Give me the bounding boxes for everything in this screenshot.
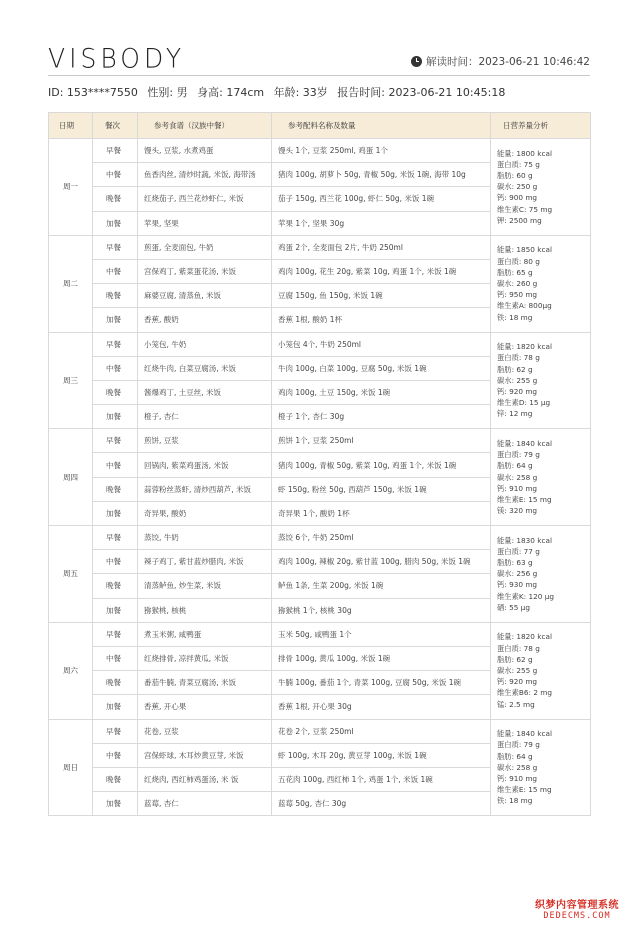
recipe-cell: 清蒸鲈鱼, 炒生菜, 米饭: [138, 574, 272, 598]
recipe-cell: 煮玉米粥, 咸鸭蛋: [138, 622, 272, 646]
nutrition-line: 蛋白质: 80 g: [497, 256, 540, 266]
table-row: [49, 235, 591, 259]
meal-cell: 早餐: [93, 526, 138, 550]
nutrition-line: 脂肪: 63 g: [497, 558, 533, 568]
nutrition-line: 脂肪: 65 g: [497, 267, 533, 277]
ingredients-cell: 橙子 1个, 杏仁 30g: [272, 405, 491, 429]
ingredients-cell: 虾 100g, 木耳 20g, 黄豆芽 100g, 米饭 1碗: [272, 743, 491, 767]
nutrition-line: 锌: 12 mg: [497, 409, 533, 419]
nutrition-line: 维生素D: 15 μg: [497, 398, 551, 408]
day-cell: 周六: [49, 622, 93, 719]
nutrition-line: 维生素E: 15 mg: [497, 494, 552, 504]
nutrition-line: 维生素B6: 2 mg: [497, 688, 553, 698]
nutrition-line: 脂肪: 60 g: [497, 171, 533, 181]
ingredients-cell: 牛腩 100g, 番茄 1个, 青菜 100g, 豆腐 50g, 米饭 1碗: [272, 671, 491, 695]
user-info-line: [48, 84, 511, 100]
recipe-cell: 香蕉, 开心果: [138, 695, 272, 719]
ingredients-cell: 玉米 50g, 咸鸭蛋 1个: [272, 622, 491, 646]
nutrition-line: 脂肪: 62 g: [497, 654, 533, 664]
meal-cell: 早餐: [93, 235, 138, 259]
ingredients-cell: 蓝莓 50g, 杏仁 30g: [272, 792, 491, 816]
nutrition-line: 蛋白质: 78 g: [497, 353, 540, 363]
header-divider: [48, 75, 590, 76]
ingredients-cell: 鲈鱼 1条, 生菜 200g, 米饭 1碗: [272, 574, 491, 598]
day-cell: 周二: [49, 235, 93, 332]
meal-cell: 晚餐: [93, 187, 138, 211]
nutrition-line: 钙: 920 mg: [497, 386, 538, 396]
meal-cell: 中餐: [93, 550, 138, 574]
meal-cell: 晚餐: [93, 284, 138, 308]
user-gender: 性别: 男: [147, 86, 188, 99]
meal-cell: 晚餐: [93, 767, 138, 791]
watermark-bottom: DEDECMS.COM: [543, 911, 611, 921]
nutrition-line: 维生素A: 800μg: [497, 301, 552, 311]
nutrition-line: 能量: 1820 kcal: [497, 632, 552, 642]
nutrition-line: 维生素E: 15 mg: [497, 785, 552, 795]
nutrition-line: 脂肪: 64 g: [497, 751, 533, 761]
table-row: [49, 429, 591, 453]
header-meal: 餐次: [93, 113, 138, 139]
watermark: [522, 896, 632, 921]
recipe-cell: 蒜蓉粉丝蒸虾, 清炒西葫芦, 米饭: [138, 477, 272, 501]
nutrition-line: 脂肪: 62 g: [497, 364, 533, 374]
table-row: [49, 719, 591, 743]
ingredients-cell: 馒头 1个, 豆浆 250ml, 鸡蛋 1个: [272, 139, 491, 163]
ingredients-cell: 猕猴桃 1个, 核桃 30g: [272, 598, 491, 622]
recipe-cell: 鱼香肉丝, 清炒时蔬, 米饭, 海带汤: [138, 163, 272, 187]
nutrition-line: 蛋白质: 78 g: [497, 643, 540, 653]
meal-cell: 中餐: [93, 453, 138, 477]
meal-cell: 加餐: [93, 598, 138, 622]
meal-cell: 晚餐: [93, 671, 138, 695]
nutrition-line: 能量: 1830 kcal: [497, 535, 552, 545]
ingredients-cell: 茄子 150g, 西兰花 100g, 虾仁 50g, 米饭 1碗: [272, 187, 491, 211]
meal-cell: 早餐: [93, 719, 138, 743]
recipe-cell: 猕猴桃, 核桃: [138, 598, 272, 622]
ingredients-cell: 奇异果 1个, 酸奶 1杯: [272, 501, 491, 525]
nutrition-cell: [491, 526, 591, 623]
ingredients-cell: 牛肉 100g, 白菜 100g, 豆腐 50g, 米饭 1碗: [272, 356, 491, 380]
nutrition-line: 维生素K: 120 μg: [497, 591, 554, 601]
ingredients-cell: 鸡蛋 2个, 全麦面包 2片, 牛奶 250ml: [272, 235, 491, 259]
clock-icon: [411, 56, 422, 67]
ingredients-cell: 豆腐 150g, 鱼 150g, 米饭 1碗: [272, 284, 491, 308]
nutrition-line: 碳水: 260 g: [497, 279, 538, 289]
meal-cell: 加餐: [93, 695, 138, 719]
nutrition-line: 碳水: 255 g: [497, 375, 538, 385]
report-header: [48, 44, 590, 76]
nutrition-line: 碳水: 258 g: [497, 762, 538, 772]
day-cell: 周日: [49, 719, 93, 816]
interpret-time-text: 解读时间：2023-06-21 10:46:42: [425, 56, 590, 68]
user-id: ID: 153****7550: [48, 86, 138, 99]
nutrition-line: 钙: 910 mg: [497, 773, 538, 783]
recipe-cell: 红烧牛肉, 白菜豆腐汤, 米饭: [138, 356, 272, 380]
table-row: [49, 526, 591, 550]
recipe-cell: 酱爆鸡丁, 土豆丝, 米饭: [138, 380, 272, 404]
header-day: 日期: [49, 113, 93, 139]
nutrition-line: 碳水: 255 g: [497, 666, 538, 676]
nutrition-line: 铁: 18 mg: [497, 312, 533, 322]
meal-cell: 加餐: [93, 501, 138, 525]
meal-cell: 中餐: [93, 743, 138, 767]
nutrition-line: 蛋白质: 75 g: [497, 159, 540, 169]
header-recipe: 参考食谱（汉族中餐）: [138, 113, 272, 139]
recipe-cell: 苹果, 坚果: [138, 211, 272, 235]
ingredients-cell: 苹果 1个, 坚果 30g: [272, 211, 491, 235]
recipe-cell: 橙子, 杏仁: [138, 405, 272, 429]
nutrition-cell: [491, 429, 591, 526]
ingredients-cell: 煎饼 1个, 豆浆 250ml: [272, 429, 491, 453]
nutrition-line: 碳水: 258 g: [497, 472, 538, 482]
table-row: [49, 622, 591, 646]
nutrition-line: 能量: 1850 kcal: [497, 245, 552, 255]
nutrition-line: 钙: 910 mg: [497, 483, 538, 493]
ingredients-cell: 香蕉 1根, 酸奶 1杯: [272, 308, 491, 332]
nutrition-line: 钙: 920 mg: [497, 677, 538, 687]
day-cell: 周一: [49, 139, 93, 236]
user-report-time: 报告时间: 2023-06-21 10:45:18: [337, 86, 506, 99]
ingredients-cell: 香蕉 1根, 开心果 30g: [272, 695, 491, 719]
nutrition-line: 维生素C: 75 mg: [497, 204, 553, 214]
nutrition-line: 铁: 18 mg: [497, 796, 533, 806]
nutrition-line: 脂肪: 64 g: [497, 461, 533, 471]
nutrition-line: 蛋白质: 79 g: [497, 740, 540, 750]
nutrition-line: 钙: 900 mg: [497, 193, 538, 203]
ingredients-cell: 小笼包 4个, 牛奶 250ml: [272, 332, 491, 356]
table-header-row: [49, 113, 591, 139]
meal-cell: 加餐: [93, 211, 138, 235]
recipe-cell: 蒸饺, 牛奶: [138, 526, 272, 550]
ingredients-cell: 排骨 100g, 黄瓜 100g, 米饭 1碗: [272, 646, 491, 670]
nutrition-line: 钾: 2500 mg: [497, 215, 542, 225]
nutrition-line: 蛋白质: 79 g: [497, 450, 540, 460]
ingredients-cell: 花卷 2个, 豆浆 250ml: [272, 719, 491, 743]
ingredients-cell: 鸡肉 100g, 花生 20g, 紫菜 10g, 鸡蛋 1个, 米饭 1碗: [272, 259, 491, 283]
header-nutrition: 日营养量分析: [491, 113, 591, 139]
ingredients-cell: 猪肉 100g, 胡萝卜 50g, 青椒 50g, 米饭 1碗, 海带 10g: [272, 163, 491, 187]
meal-cell: 早餐: [93, 429, 138, 453]
meal-cell: 早餐: [93, 332, 138, 356]
table-body: [49, 139, 591, 816]
meal-plan-table: [48, 112, 591, 816]
ingredients-cell: 蒸饺 6个, 牛奶 250ml: [272, 526, 491, 550]
meal-cell: 加餐: [93, 308, 138, 332]
nutrition-cell: [491, 622, 591, 719]
nutrition-line: 蛋白质: 77 g: [497, 546, 540, 556]
nutrition-line: 钙: 930 mg: [497, 580, 538, 590]
day-cell: 周三: [49, 332, 93, 429]
meal-cell: 加餐: [93, 405, 138, 429]
recipe-cell: 煎饼, 豆浆: [138, 429, 272, 453]
meal-cell: 中餐: [93, 259, 138, 283]
nutrition-line: 锰: 2.5 mg: [497, 699, 535, 709]
recipe-cell: 红烧茄子, 西兰花炒虾仁, 米饭: [138, 187, 272, 211]
nutrition-cell: [491, 719, 591, 816]
ingredients-cell: 鸡肉 100g, 辣椒 20g, 紫甘蓝 100g, 腊肉 50g, 米饭 1碗: [272, 550, 491, 574]
nutrition-line: 碳水: 256 g: [497, 569, 538, 579]
meal-cell: 晚餐: [93, 477, 138, 501]
meal-cell: 中餐: [93, 646, 138, 670]
nutrition-cell: [491, 139, 591, 236]
nutrition-line: 能量: 1840 kcal: [497, 729, 552, 739]
day-cell: 周四: [49, 429, 93, 526]
table-row: [49, 139, 591, 163]
ingredients-cell: 五花肉 100g, 西红柿 1个, 鸡蛋 1个, 米饭 1碗: [272, 767, 491, 791]
nutrition-line: 能量: 1820 kcal: [497, 342, 552, 352]
nutrition-line: 能量: 1840 kcal: [497, 438, 552, 448]
recipe-cell: 奇异果, 酸奶: [138, 501, 272, 525]
recipe-cell: 蓝莓, 杏仁: [138, 792, 272, 816]
meal-cell: 晚餐: [93, 380, 138, 404]
interpret-time: [411, 54, 590, 69]
recipe-cell: 红烧肉, 西红柿鸡蛋汤, 米 饭: [138, 767, 272, 791]
recipe-cell: 香蕉, 酸奶: [138, 308, 272, 332]
user-height: 身高: 174cm: [197, 86, 265, 99]
nutrition-line: 钙: 950 mg: [497, 290, 538, 300]
nutrition-cell: [491, 332, 591, 429]
visbody-logo: VISBODY: [48, 43, 186, 74]
meal-cell: 早餐: [93, 139, 138, 163]
meal-cell: 晚餐: [93, 574, 138, 598]
recipe-cell: 馒头, 豆浆, 水煮鸡蛋: [138, 139, 272, 163]
recipe-cell: 麻婆豆腐, 清蒸鱼, 米饭: [138, 284, 272, 308]
watermark-top: 织梦内容管理系统: [535, 900, 619, 911]
recipe-cell: 小笼包, 牛奶: [138, 332, 272, 356]
nutrition-cell: [491, 235, 591, 332]
recipe-cell: 煎蛋, 全麦面包, 牛奶: [138, 235, 272, 259]
nutrition-line: 硒: 55 μg: [497, 602, 530, 612]
recipe-cell: 红烧排骨, 凉拌黄瓜, 米饭: [138, 646, 272, 670]
recipe-cell: 辣子鸡丁, 紫甘蓝炒腊肉, 米饭: [138, 550, 272, 574]
meal-cell: 早餐: [93, 622, 138, 646]
recipe-cell: 宫保鸡丁, 紫菜蛋花汤, 米饭: [138, 259, 272, 283]
day-cell: 周五: [49, 526, 93, 623]
meal-cell: 加餐: [93, 792, 138, 816]
nutrition-line: 碳水: 250 g: [497, 182, 538, 192]
meal-cell: 中餐: [93, 356, 138, 380]
recipe-cell: 花卷, 豆浆: [138, 719, 272, 743]
ingredients-cell: 鸡肉 100g, 土豆 150g, 米饭 1碗: [272, 380, 491, 404]
recipe-cell: 番茄牛腩, 青菜豆腐汤, 米饭: [138, 671, 272, 695]
nutrition-line: 镁: 320 mg: [497, 506, 538, 516]
meal-cell: 中餐: [93, 163, 138, 187]
table-row: [49, 332, 591, 356]
recipe-cell: 宫保虾球, 木耳炒黄豆芽, 米饭: [138, 743, 272, 767]
ingredients-cell: 猪肉 100g, 青椒 50g, 紫菜 10g, 鸡蛋 1个, 米饭 1碗: [272, 453, 491, 477]
header-ingredients: 参考配料名称及数量: [272, 113, 491, 139]
nutrition-line: 能量: 1800 kcal: [497, 148, 552, 158]
ingredients-cell: 虾 150g, 粉丝 50g, 西葫芦 150g, 米饭 1碗: [272, 477, 491, 501]
recipe-cell: 回锅肉, 紫菜鸡蛋汤, 米饭: [138, 453, 272, 477]
user-age: 年龄: 33岁: [273, 86, 328, 99]
